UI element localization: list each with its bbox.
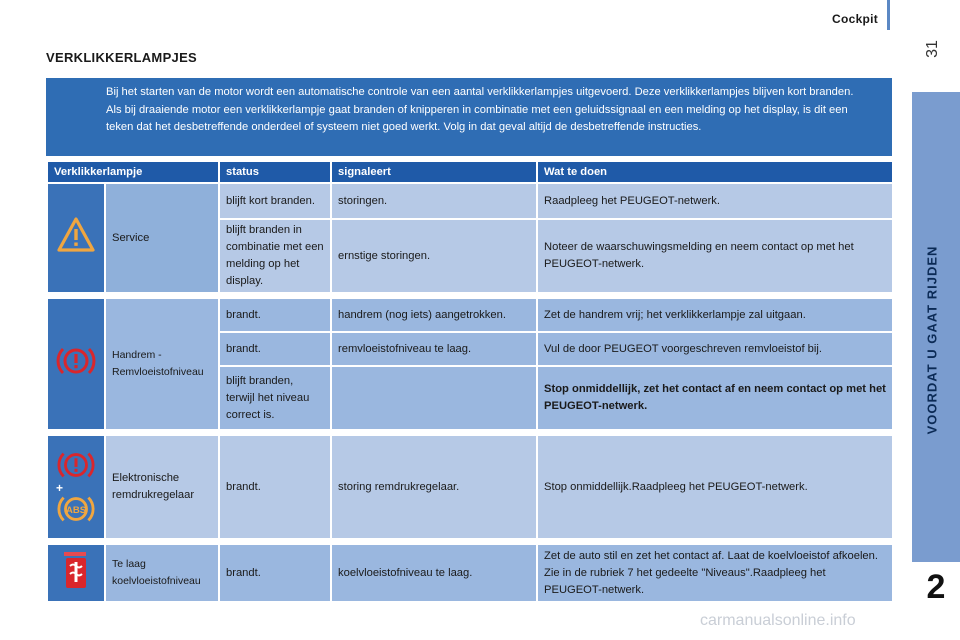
header-signal: signaleert [331,161,537,183]
signal-cell: storing remdrukregelaar. [331,435,537,539]
chapter-number: 2 [926,568,946,606]
svg-text:ABS: ABS [65,504,87,516]
status-cell: brandt. [219,544,331,602]
table-header-row [47,161,893,183]
service-icon-cell [47,183,105,293]
action-cell: Stop onmiddellijk, zet het contact af en neem contact op met het PEUGEOT-netwerk. [537,366,893,430]
action-cell: Noteer de waarschuwingsmelding en neem contact op met het PEUGEOT-netwerk. [537,219,893,293]
signal-cell: koelvloeistofniveau te laag. [331,544,537,602]
ebd-icon-cell [47,435,105,539]
lamp-name: Te laag koelvloeistofniveau [105,544,219,602]
action-cell: Zet de handrem vrij; het verklikkerlampje zal uitgaan. [537,298,893,332]
coolant-icon-cell [47,544,105,602]
table-row [47,435,893,539]
page-title: VERKLIKKERLAMPJES [46,50,198,65]
status-cell: blijft branden, terwijl het niveau correct is. [219,366,331,430]
signal-cell [331,366,537,430]
section-label: Cockpit [832,12,879,26]
warning-lamps-table [46,160,894,603]
watermark: carmanualsonline.info [700,612,856,629]
action-cell: Vul de door PEUGEOT voorgeschreven remvloeistof bij. [537,332,893,366]
chapter-title: VOORDAT U GAAT RIJDEN [924,245,940,435]
signal-cell: handrem (nog iets) aangetrokken. [331,298,537,332]
handbrake-icon-cell [47,298,105,430]
lamp-name: Handrem - Remvloeistofniveau [105,298,219,430]
status-cell: brandt. [219,332,331,366]
header-status: status [219,161,331,183]
table-row [47,183,893,219]
lamp-name: Elektronische remdrukregelaar [105,435,219,539]
header-accent-bar [887,0,890,30]
table-row [47,298,893,332]
service-warning-icon [56,216,96,254]
page-number: 31 [924,40,941,58]
header-action: Wat te doen [537,161,893,183]
header-lamp: Verklikkerlampje [47,161,219,183]
lamp-name: Service [105,183,219,293]
intro-text: Bij het starten van de motor wordt een automatische controle van een aantal verklikkerlampjes uitgevoerd. Deze verklikkerlampjes blijven kort branden. Als bij draaiende motor een verklikkerlampje gaat branden of knipperen in combinatie met een geluidssignaal en een melding op het display, is dit een teken dat het desbetreffende onderdeel of systeem niet goed werkt. Volg in dat geval altijd de desbetreffende instructies. [46,78,892,156]
action-cell: Zet de auto stil en zet het contact af. Laat de koelvloeistof afkoelen. Zie in de rubriek 7 het gedeelte "Niveaus".Raadpleeg het PEUGEOT-netwerk. [537,544,893,602]
brake-warning-icon [55,340,97,382]
coolant-level-icon [60,548,92,592]
status-cell: brandt. [219,435,331,539]
status-cell: brandt. [219,298,331,332]
plus-sign: + [56,481,64,495]
signal-cell: ernstige storingen. [331,219,537,293]
status-cell: blijft kort branden. [219,183,331,219]
table-row [47,544,893,602]
brake-warning-icon [56,445,96,485]
status-cell: blijft branden in combinatie met een melding op het display. [219,219,331,293]
action-cell: Stop onmiddellijk.Raadpleeg het PEUGEOT-netwerk. [537,435,893,539]
action-cell: Raadpleeg het PEUGEOT-netwerk. [537,183,893,219]
signal-cell: storingen. [331,183,537,219]
signal-cell: remvloeistofniveau te laag. [331,332,537,366]
